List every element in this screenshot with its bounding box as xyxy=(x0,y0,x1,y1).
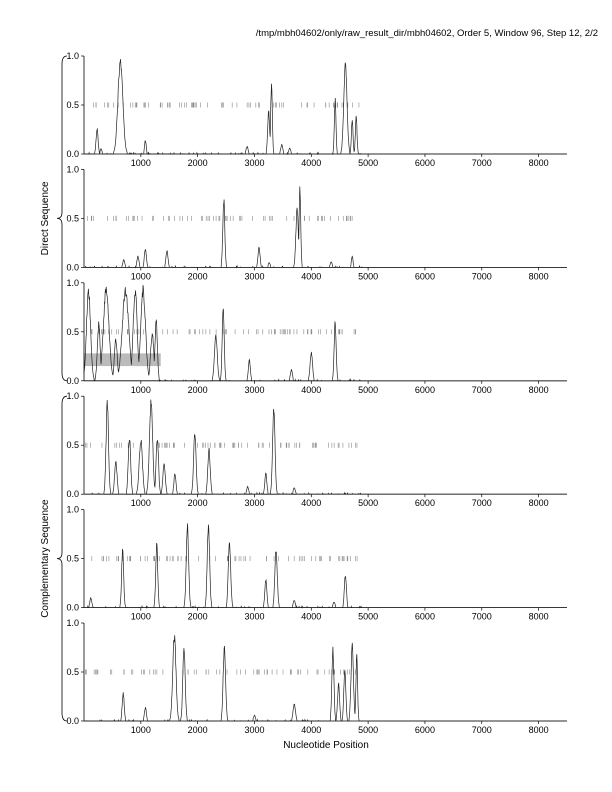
x-tick-label: 6000 xyxy=(414,725,435,735)
x-tick-label: 5000 xyxy=(358,271,379,282)
panel-3 xyxy=(66,278,567,395)
x-tick-label: 7000 xyxy=(471,158,492,168)
y-tick-label: 0.5 xyxy=(66,100,79,110)
panel-4 xyxy=(66,391,567,508)
x-tick-label: 8000 xyxy=(528,611,549,622)
x-tick-label: 4000 xyxy=(301,725,322,735)
x-tick-label: 1000 xyxy=(130,725,151,735)
x-tick-label: 2000 xyxy=(187,384,208,395)
x-tick-label: 3000 xyxy=(244,384,265,395)
x-axis-title: Nucleotide Position xyxy=(283,740,369,751)
y-tick-label: 0.0 xyxy=(66,262,79,273)
x-tick-label: 2000 xyxy=(187,498,208,509)
x-tick-label: 3000 xyxy=(244,611,265,622)
x-tick-label: 2000 xyxy=(187,611,208,622)
x-tick-label: 4000 xyxy=(301,498,322,509)
x-tick-label: 1000 xyxy=(130,498,151,509)
y-tick-label: 1.0 xyxy=(66,618,79,628)
series-line xyxy=(84,635,567,721)
group-labels xyxy=(40,56,67,721)
x-tick-label: 2000 xyxy=(187,158,208,168)
x-tick-label: 6000 xyxy=(414,384,435,395)
x-tick-label: 5000 xyxy=(358,498,379,509)
y-tick-label: 0.0 xyxy=(66,149,79,159)
x-tick-label: 6000 xyxy=(414,498,435,509)
series-line xyxy=(84,285,567,381)
x-tick-label: 4000 xyxy=(301,611,322,622)
group-label: Direct Sequence xyxy=(40,181,51,256)
x-tick-label: 6000 xyxy=(414,611,435,622)
panel-6 xyxy=(66,618,567,735)
figure-header: /tmp/mbh04602/only/raw_result_dir/mbh04602, Order 5, Window 96, Step 12, 2/2 xyxy=(255,28,598,39)
x-tick-label: 5000 xyxy=(358,384,379,395)
highlight-band xyxy=(84,353,161,366)
x-tick-label: 5000 xyxy=(358,611,379,622)
x-tick-label: 8000 xyxy=(528,384,549,395)
x-tick-label: 1000 xyxy=(130,158,151,168)
panel-5 xyxy=(66,505,567,622)
y-tick-label: 1.0 xyxy=(66,51,79,61)
x-tick-label: 2000 xyxy=(187,271,208,282)
x-tick-label: 8000 xyxy=(528,271,549,282)
y-tick-label: 1.0 xyxy=(66,391,79,402)
y-tick-label: 0.5 xyxy=(66,213,79,224)
series-line xyxy=(84,400,567,495)
series-line xyxy=(84,523,567,607)
y-tick-label: 1.0 xyxy=(66,164,79,175)
x-tick-label: 8000 xyxy=(528,725,549,735)
y-tick-label: 0.0 xyxy=(66,716,79,726)
y-tick-label: 0.0 xyxy=(66,602,79,613)
y-tick-label: 0.5 xyxy=(66,667,79,677)
x-tick-label: 6000 xyxy=(414,271,435,282)
y-tick-label: 0.0 xyxy=(66,489,79,500)
y-tick-label: 0.0 xyxy=(66,375,79,386)
x-tick-label: 4000 xyxy=(301,158,322,168)
panel-2 xyxy=(66,164,567,281)
x-tick-label: 7000 xyxy=(471,725,492,735)
x-tick-label: 4000 xyxy=(301,384,322,395)
y-tick-label: 0.5 xyxy=(66,553,79,564)
panels xyxy=(66,51,567,735)
x-tick-label: 5000 xyxy=(358,725,379,735)
y-tick-label: 0.5 xyxy=(66,326,79,337)
x-tick-label: 5000 xyxy=(358,158,379,168)
x-tick-label: 7000 xyxy=(471,384,492,395)
x-tick-label: 1000 xyxy=(130,384,151,395)
x-tick-label: 3000 xyxy=(244,498,265,509)
group-label: Complementary Sequence xyxy=(40,499,51,618)
x-tick-label: 7000 xyxy=(471,611,492,622)
x-tick-label: 7000 xyxy=(471,271,492,282)
x-tick-label: 2000 xyxy=(187,725,208,735)
x-tick-label: 7000 xyxy=(471,498,492,509)
x-tick-label: 6000 xyxy=(414,158,435,168)
series-line xyxy=(84,187,567,268)
y-tick-label: 1.0 xyxy=(66,504,79,515)
y-tick-label: 0.5 xyxy=(66,440,79,451)
x-tick-label: 3000 xyxy=(244,158,265,168)
x-tick-label: 1000 xyxy=(130,611,151,622)
y-tick-label: 1.0 xyxy=(66,277,79,288)
x-tick-label: 3000 xyxy=(244,725,265,735)
x-tick-label: 4000 xyxy=(301,271,322,282)
x-tick-label: 8000 xyxy=(528,498,549,509)
x-tick-label: 8000 xyxy=(528,158,549,168)
panel-1 xyxy=(66,51,567,168)
x-tick-label: 1000 xyxy=(130,271,151,282)
x-tick-label: 3000 xyxy=(244,271,265,282)
